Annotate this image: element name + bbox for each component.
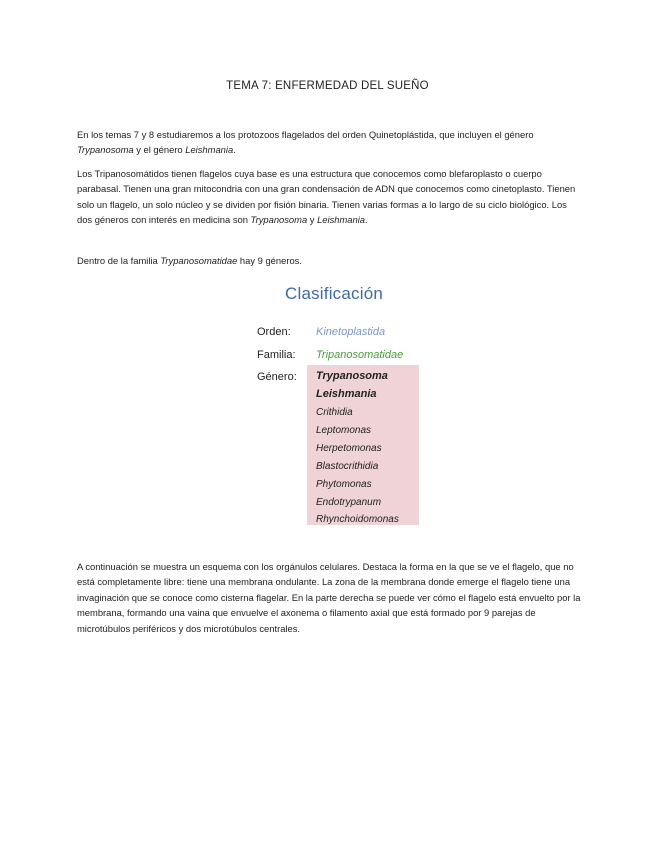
text: y (307, 214, 318, 226)
text: Los Tripanosomátidos tienen flagelos cuya base es una estructura que conocemos como blefaroplasto o cuerpo parabasal. Tienen una gran mitocondria con una gran condensación de ADN que conocemos como cinetoplasto. Tienen solo un flagelo, un solo núcleo y se dividen por fisión binaria. Tienen varias formas a lo largo de su ciclo biológico. Los dos géneros con interés en medicina son (77, 168, 576, 226)
order-value: Kinetoplastida (316, 326, 386, 338)
text: Dentro de la familia (77, 255, 161, 266)
paragraph-tripanosomatidos (77, 166, 582, 228)
text: . (365, 214, 368, 226)
genus-name-italic: Leishmania (185, 144, 234, 156)
text: hay 9 géneros. (237, 255, 302, 266)
genus-item: Endotrypanum (316, 497, 382, 508)
classification-figure (235, 277, 419, 526)
genus-name-italic: Leishmania (317, 214, 366, 226)
genus-label: Género: (257, 371, 297, 383)
text: . (233, 144, 236, 156)
genus-item: Blastocrithidia (316, 461, 379, 472)
genus-item: Leptomonas (316, 425, 372, 436)
paragraph-organelles: A continuación se muestra un esquema con los orgánulos celulares. Destaca la forma en la que se ve el flagelo, que no está completamente libre: tiene una membrana ondulante. La zona de la membrana donde emerge el flagelo tiene una invaginación que se conoce como cisterna flagelar. En la parte derecha se puede ver cómo el flagelo está envuelto por la membrana, formando una vaina que envuelve el axonema o filamento axial que está formado por 9 parejas de microtúbulos periféricos y dos microtúbulos centrales. (77, 561, 581, 634)
family-name-italic: Trypanosomatidae (160, 255, 238, 266)
genus-item: Leishmania (316, 388, 377, 400)
paragraph-family (77, 253, 582, 268)
figure-title: Clasificación (285, 284, 384, 303)
genus-item: Rhynchoidomonas (316, 514, 399, 525)
text: En los temas 7 y 8 estudiaremos a los protozoos flagelados del orden Quinetoplástida, que incluyen el género (77, 129, 534, 140)
genus-item: Phytomonas (316, 479, 372, 490)
genus-name-italic: Trypanosoma (77, 144, 134, 156)
genus-item: Trypanosoma (316, 370, 388, 382)
text: y el género (133, 144, 186, 156)
family-value: Tripanosomatidae (316, 349, 404, 361)
genus-item: Crithidia (316, 407, 353, 418)
genus-item: Herpetomonas (316, 443, 382, 454)
family-label: Familia: (257, 349, 296, 361)
page-title: TEMA 7: ENFERMEDAD DEL SUEÑO (226, 80, 429, 92)
paragraph-intro (77, 127, 582, 158)
genus-name-italic: Trypanosoma (250, 214, 308, 226)
order-label: Orden: (257, 326, 291, 338)
